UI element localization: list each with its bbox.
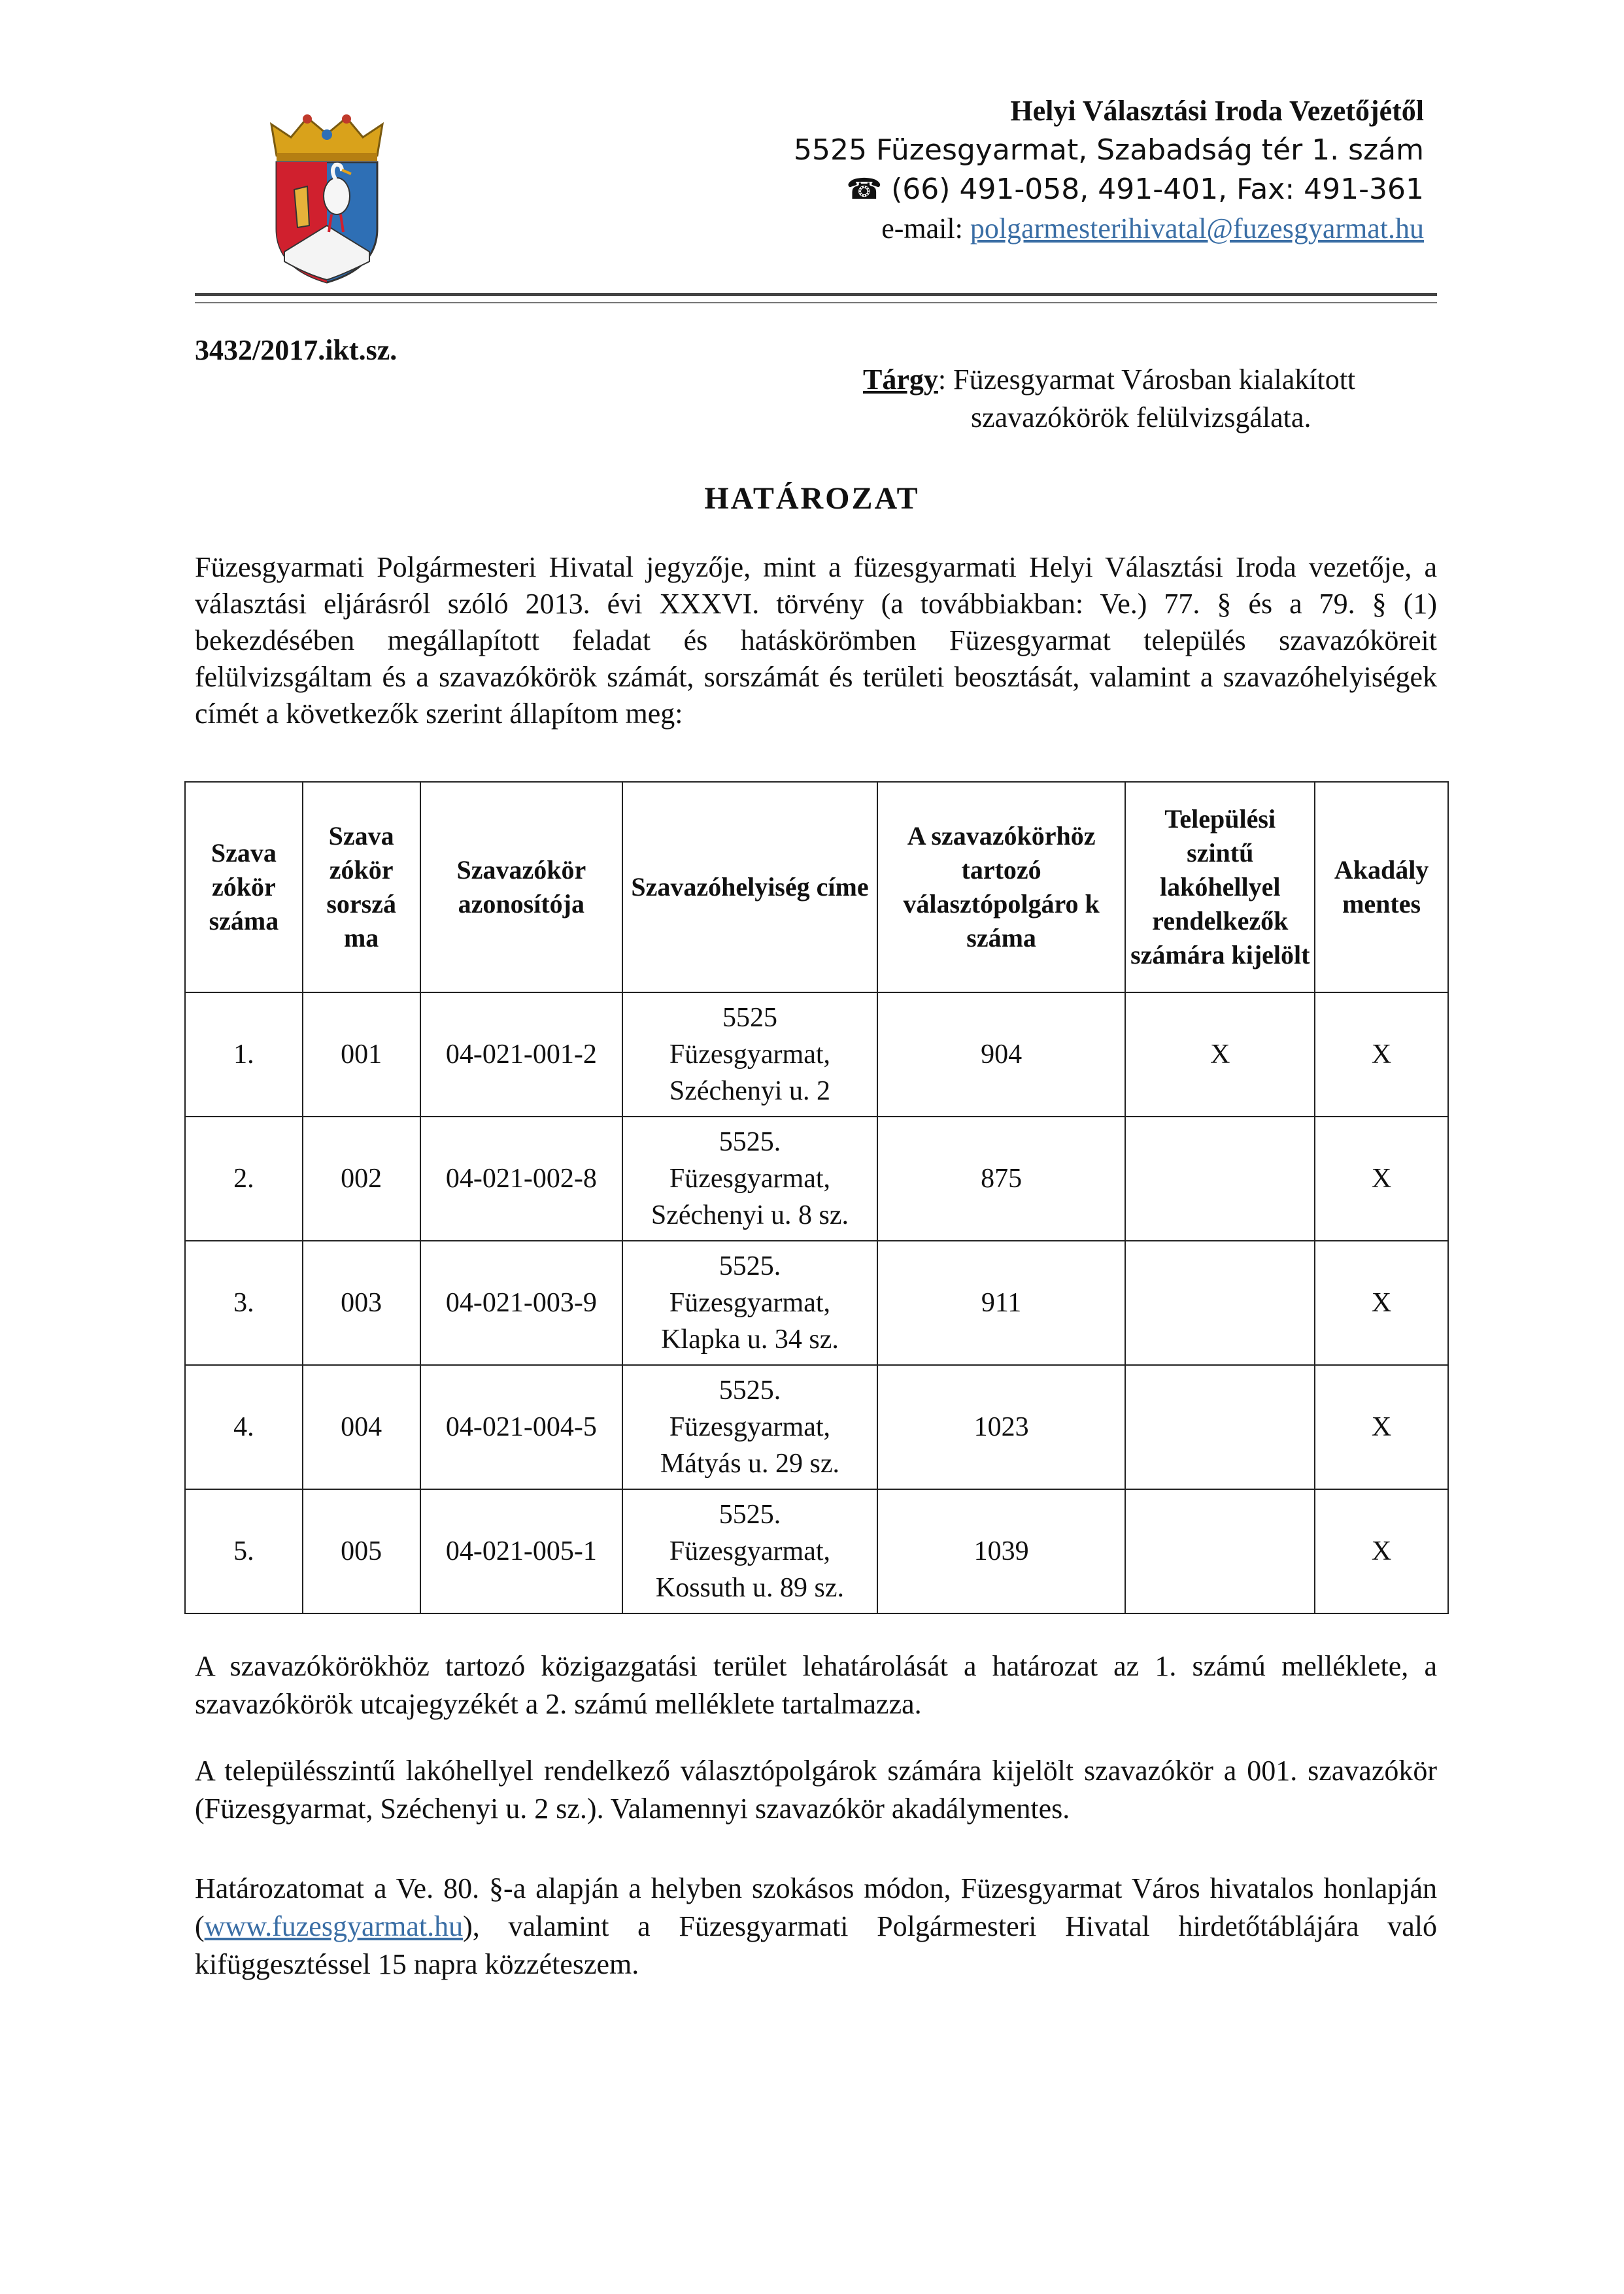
website-link[interactable]: www.fuzesgyarmat.hu [204, 1910, 464, 1942]
table-row [185, 1489, 1448, 1613]
address-line: 5525. [719, 1251, 781, 1281]
office-email [794, 209, 1424, 248]
address-line: 5525. [719, 1375, 781, 1406]
header-district-sequence: Szava zókör sorszá ma [303, 782, 420, 992]
address-line: Mátyás u. 29 sz. [660, 1449, 840, 1479]
address-line: 5525 [722, 1003, 777, 1033]
office-phone [794, 170, 1424, 209]
accessible-mark: X [1315, 1117, 1448, 1241]
polling-place-address [622, 1241, 877, 1365]
district-number: 1. [185, 992, 303, 1117]
intro-paragraph: Füzesgyarmati Polgármesteri Hivatal jegyzője, mint a füzesgyarmati Helyi Választási Iroda vezetője, a választási eljárásról szóló 2013. évi XXXVI. törvény (a továbbiakban: Ve.) 77. § és a 79. § (1) bekezdésében megállapított feladat és hatáskörömben Füzesgyarmat település szavazóköreit felülvizsgáltam és a szavazókörök számát, sorszámát és területi beosztását, valamint a szavazóhelyiségek címét a következők szerint állapítom meg: [195, 551, 1437, 730]
letterhead [794, 92, 1424, 248]
address-line: Füzesgyarmat, [669, 1412, 830, 1442]
address-line: Füzesgyarmat, [669, 1536, 830, 1566]
district-sequence: 001 [303, 992, 420, 1117]
voter-count: 911 [877, 1241, 1126, 1365]
address-line: 5525. [719, 1127, 781, 1157]
address-line: Füzesgyarmat, [669, 1039, 830, 1070]
district-number: 5. [185, 1489, 303, 1613]
publication-text-start: Határozatomat a Ve. 80. §-a alapján a helyben szokásos módon, Füzesgyarmat Város hivatalos honlapján ( [195, 1872, 1437, 1942]
header-accessible: Akadály mentes [1315, 782, 1448, 992]
district-id: 04-021-001-2 [420, 992, 623, 1117]
voter-count: 1039 [877, 1489, 1126, 1613]
paragraph-annexes: A szavazókörökhöz tartozó közigazgatási terület lehatárolását a határozat az 1. számú melléklete, a szavazókörök utcajegyzékét a 2. számú melléklete tartalmazza. [195, 1650, 1437, 1720]
header-divider-thin [195, 302, 1437, 303]
table-row [185, 1117, 1448, 1241]
accessible-mark: X [1315, 1489, 1448, 1613]
designated-mark [1125, 1117, 1315, 1241]
header-designated: Települési szintű lakóhellyel rendelkezők számára kijelölt [1125, 782, 1315, 992]
district-sequence: 002 [303, 1117, 420, 1241]
phone-numbers: (66) 491-058, 491-401, Fax: 491-361 [891, 173, 1424, 206]
address-line: Kossuth u. 89 sz. [655, 1573, 845, 1603]
district-id: 04-021-003-9 [420, 1241, 623, 1365]
table-row [185, 1241, 1448, 1365]
district-number: 2. [185, 1117, 303, 1241]
phone-icon: ☎ [846, 173, 883, 206]
voter-count: 875 [877, 1117, 1126, 1241]
district-id: 04-021-005-1 [420, 1489, 623, 1613]
subject-line-1: : Füzesgyarmat Városban kialakított [938, 363, 1356, 396]
district-number: 3. [185, 1241, 303, 1365]
address-line: Klapka u. 34 sz. [661, 1324, 839, 1355]
header-divider [195, 293, 1437, 296]
designated-mark [1125, 1365, 1315, 1489]
address-line: Füzesgyarmat, [669, 1164, 830, 1194]
polling-place-address [622, 1489, 877, 1613]
header-voter-count: A szavazókörhöz tartozó választópolgáro k száma [877, 782, 1126, 992]
designated-mark: X [1125, 992, 1315, 1117]
subject-line-2: szavazókörök felülvizsgálata. [971, 401, 1311, 433]
table-row [185, 1365, 1448, 1489]
publication-text-end: ), valamint a Füzesgyarmati Polgármesteri Hivatal hirdetőtáblájára való kifüggesztéssel 15 napra közzéteszem. [195, 1910, 1437, 1980]
header-polling-place-address: Szavazóhelyiség címe [622, 782, 877, 992]
address-line: Széchenyi u. 2 [669, 1076, 830, 1106]
district-sequence: 004 [303, 1365, 420, 1489]
district-sequence: 005 [303, 1489, 420, 1613]
address-line: Széchenyi u. 8 sz. [651, 1200, 849, 1230]
accessible-mark: X [1315, 1365, 1448, 1489]
address-line: 5525. [719, 1500, 781, 1530]
voter-count: 904 [877, 992, 1126, 1117]
district-sequence: 003 [303, 1241, 420, 1365]
designated-mark [1125, 1489, 1315, 1613]
subject-label: Tárgy [863, 363, 938, 396]
address-line: Füzesgyarmat, [669, 1288, 830, 1318]
paragraph-publication [195, 1870, 1437, 1983]
email-label: e-mail: [881, 212, 970, 245]
district-id: 04-021-004-5 [420, 1365, 623, 1489]
office-name: Helyi Választási Iroda Vezetőjétől [1010, 95, 1424, 127]
document-title: HATÁROZAT [704, 481, 920, 516]
polling-place-address [622, 1365, 877, 1489]
file-number: 3432/2017.ikt.sz. [195, 334, 398, 366]
header-district-id: Szavazókör azonosítója [420, 782, 623, 992]
designated-mark [1125, 1241, 1315, 1365]
email-link[interactable]: polgarmesterihivatal@fuzesgyarmat.hu [970, 212, 1424, 245]
voter-count: 1023 [877, 1365, 1126, 1489]
coat-of-arms-logo [258, 111, 396, 288]
polling-place-address [622, 1117, 877, 1241]
polling-place-address [622, 992, 877, 1117]
subject [863, 361, 1355, 437]
table-header-row [185, 782, 1448, 992]
table-row [185, 992, 1448, 1117]
paragraph-designated-district: A településszintű lakóhellyel rendelkező választópolgárok számára kijelölt szavazókör a 001. szavazókör (Füzesgyarmat, Széchenyi u. 2 sz.). Valamennyi szavazókör akadálymentes. [195, 1755, 1437, 1825]
accessible-mark: X [1315, 992, 1448, 1117]
office-address: 5525 Füzesgyarmat, Szabadság tér 1. szám [794, 133, 1424, 167]
district-id: 04-021-002-8 [420, 1117, 623, 1241]
district-number: 4. [185, 1365, 303, 1489]
polling-districts-table [184, 781, 1449, 1614]
header-district-number: Szava zókör száma [185, 782, 303, 992]
accessible-mark: X [1315, 1241, 1448, 1365]
